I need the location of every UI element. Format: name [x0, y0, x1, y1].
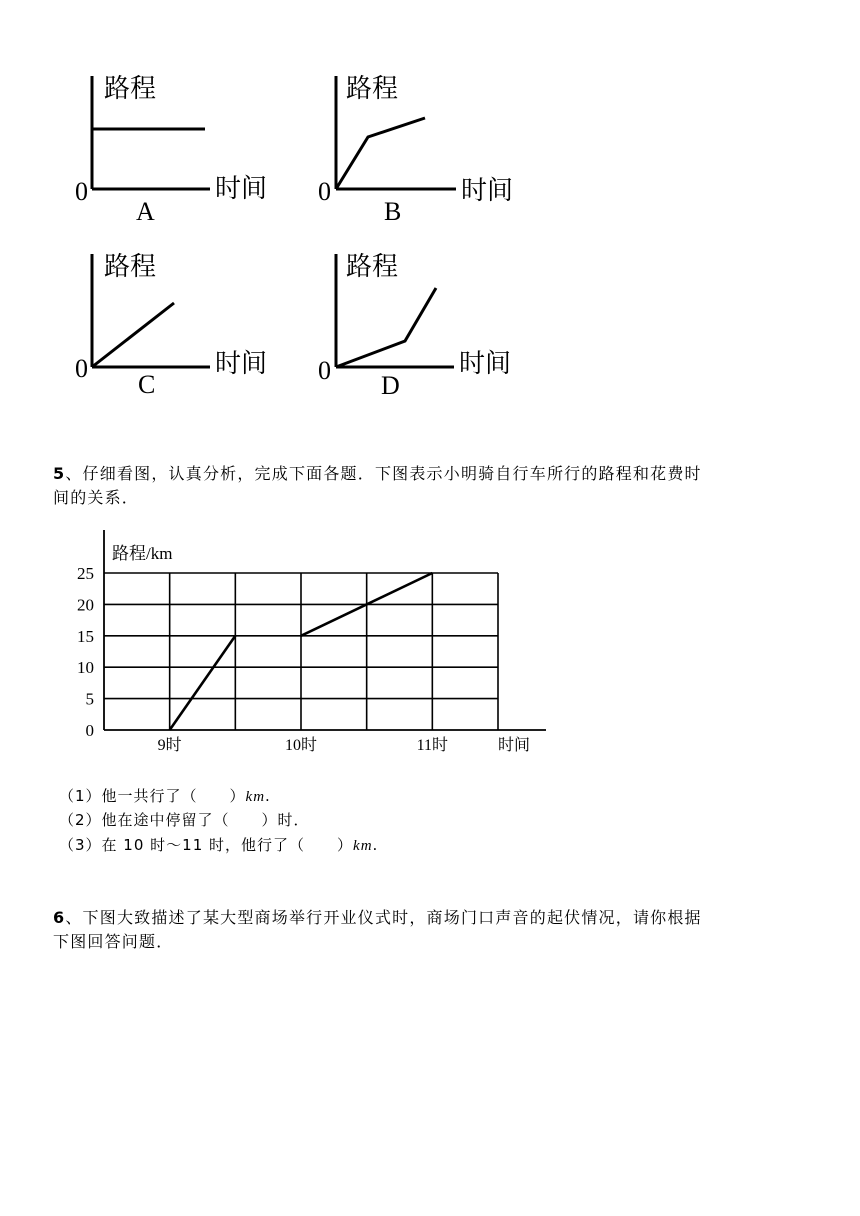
graph-a-y-label: 路程	[104, 74, 157, 104]
y-tick-label-5: 25	[77, 564, 94, 583]
question-5-sub-3	[59, 835, 378, 856]
graph-a-letter: A	[136, 197, 155, 226]
y-axis-label: 路程/km	[112, 544, 173, 563]
x-tick-label-0: 9时	[157, 737, 182, 754]
question-5-sub-1	[59, 786, 271, 807]
graph-d-y-label: 路程	[346, 252, 399, 282]
graph-c-x-label: 时间	[215, 349, 268, 379]
question-6-line-2: 下图回答问题．	[53, 932, 174, 951]
graph-c-origin: 0	[75, 354, 88, 383]
x-tick-label-2: 11时	[416, 737, 449, 754]
chart-labels	[77, 544, 530, 754]
y-tick-label-0: 0	[85, 721, 94, 740]
y-tick-label-3: 15	[77, 626, 94, 646]
graph-b-y-label: 路程	[346, 74, 399, 104]
question-6-line-1: 、下图大致描述了某大型商场举行开业仪式时，商场门口声音的起伏情况，请你根据	[65, 908, 702, 927]
graph-b-origin: 0	[318, 177, 331, 206]
question-5-sub-2	[59, 810, 310, 830]
sub-3-after: .	[372, 836, 379, 854]
graph-a-origin: 0	[75, 177, 88, 206]
question-5-line-1: 、仔细看图，认真分析，完成下面各题．下图表示小明骑自行车所行的路程和花费时	[65, 464, 702, 483]
sub-1-text: （1）他一共行了（ ）	[59, 787, 246, 805]
sub-1-unit: km	[245, 789, 266, 805]
chart-grid	[104, 573, 498, 730]
series-line-0	[170, 636, 236, 730]
question-5-line-2: 间的关系．	[53, 488, 140, 507]
question-5-number: 5	[53, 464, 66, 483]
graph-a-x-label: 时间	[215, 174, 268, 204]
graph-c-y-label: 路程	[104, 252, 157, 282]
graph-d-origin: 0	[318, 356, 331, 385]
graph-b-letter: B	[384, 197, 402, 226]
sub-3-text: （3）在 10 时～11 时，他行了（ ）	[59, 836, 354, 854]
y-tick-label-1: 5	[85, 689, 94, 709]
question-6-number: 6	[53, 908, 66, 927]
y-tick-label-4: 20	[77, 595, 94, 615]
graph-c-letter: C	[138, 370, 156, 399]
graph-b-x-label: 时间	[461, 176, 514, 206]
y-tick-label-2: 10	[77, 658, 94, 678]
sub-1-after: .	[265, 787, 271, 805]
x-tick-label-1: 10时	[284, 737, 318, 754]
graph-d-x-label: 时间	[459, 349, 512, 379]
question-6-text	[53, 906, 823, 954]
sub-3-unit: km	[353, 838, 373, 854]
x-axis-label: 时间	[498, 737, 531, 754]
graph-d-letter: D	[381, 371, 400, 400]
sub-2-text: （2）他在途中停留了（ ）时．	[59, 811, 310, 829]
